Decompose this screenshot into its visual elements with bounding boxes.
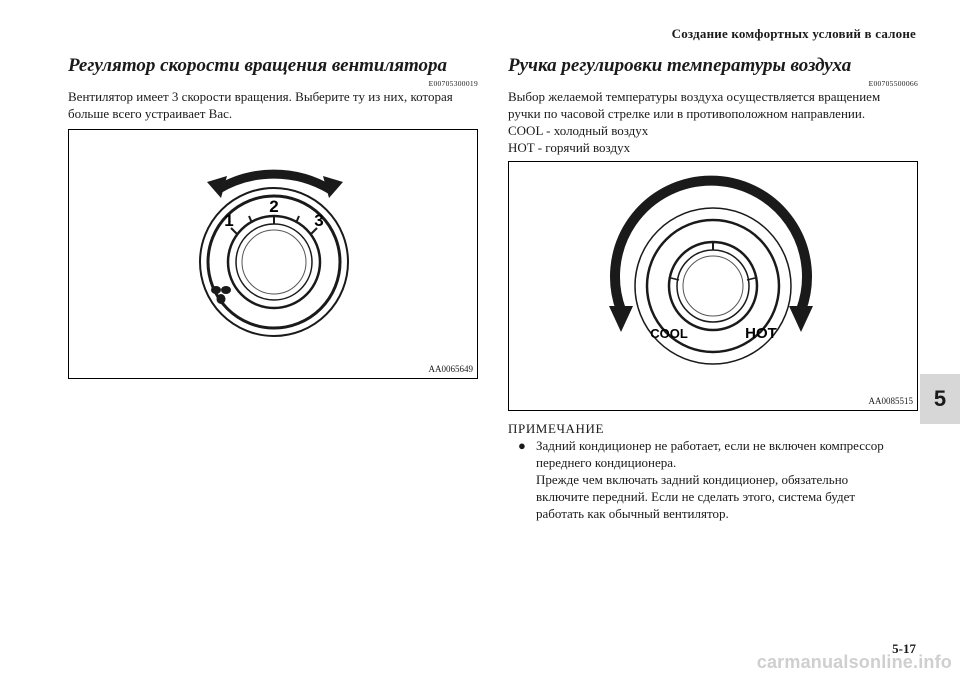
speed-label-2: 2 — [269, 197, 279, 216]
note-line-5: работать как обычный вентилятор. — [536, 506, 729, 521]
knob-center — [683, 256, 743, 316]
fan-speed-code: E00705300019 — [428, 79, 478, 88]
fan-speed-text-line-1: Вентилятор имеет 3 скорости вращения. Выберите ту из них, которая — [68, 89, 453, 104]
watermark: carmanualsonline.info — [756, 652, 952, 672]
figure-code: AA0085515 — [868, 396, 913, 406]
knob-face — [677, 250, 749, 322]
knob-face — [236, 224, 312, 300]
speed-label-3: 3 — [314, 211, 324, 230]
knob-body — [669, 242, 757, 330]
temperature-code: E00705500066 — [868, 79, 918, 88]
section-header: Создание комфортных условий в салоне — [671, 26, 916, 41]
cool-label: COOL — [650, 326, 688, 341]
fan-speed-section — [68, 54, 478, 122]
temperature-text-line-2: ручки по часовой стрелке или в противоположном направлении. — [508, 106, 866, 121]
fan-speed-text-line-2: больше всего устраивает Вас. — [68, 106, 233, 121]
temperature-dial-figure — [508, 161, 918, 411]
note-line-2: переднего кондиционера. — [536, 455, 677, 470]
arrow-head-hot — [789, 306, 813, 332]
speed-label-1: 1 — [224, 211, 234, 230]
note-heading: ПРИМЕЧАНИЕ — [508, 421, 605, 436]
note-line-4: включите передний. Если не сделать этого, система будет — [536, 489, 856, 504]
note-line-3: Прежде чем включать задний кондиционер, обязательно — [536, 472, 849, 487]
figure-code: AA0065649 — [428, 364, 473, 374]
knob-center — [242, 230, 306, 294]
note-line-1: Задний кондиционер не работает, если не включен компрессор — [536, 438, 884, 453]
arrow-head-cool — [609, 306, 633, 332]
temperature-section — [508, 54, 918, 156]
bullet-icon: ● — [518, 438, 526, 453]
arrow-head-right — [323, 176, 343, 198]
temperature-text-line-1: Выбор желаемой температуры воздуха осуществляется вращением — [508, 89, 881, 104]
fan-dial-illustration — [69, 130, 477, 378]
page-number: 5-17 — [892, 641, 916, 656]
fan-dial-figure — [68, 129, 478, 379]
hot-label: HOT — [745, 325, 777, 342]
fan-speed-title: Регулятор скорости вращения вентилятора — [68, 55, 448, 76]
fan-icon — [211, 286, 231, 304]
temperature-text-line-3: COOL - холодный воздух — [508, 123, 649, 138]
temperature-title: Ручка регулировки температуры воздуха — [508, 55, 852, 76]
arrow-head-left — [207, 176, 227, 198]
temperature-dial-illustration — [509, 162, 917, 410]
chapter-tab: 5 — [920, 374, 960, 424]
note-block — [508, 420, 918, 522]
temperature-text-line-4: HOT - горячий воздух — [508, 140, 631, 155]
note-item — [508, 437, 918, 522]
